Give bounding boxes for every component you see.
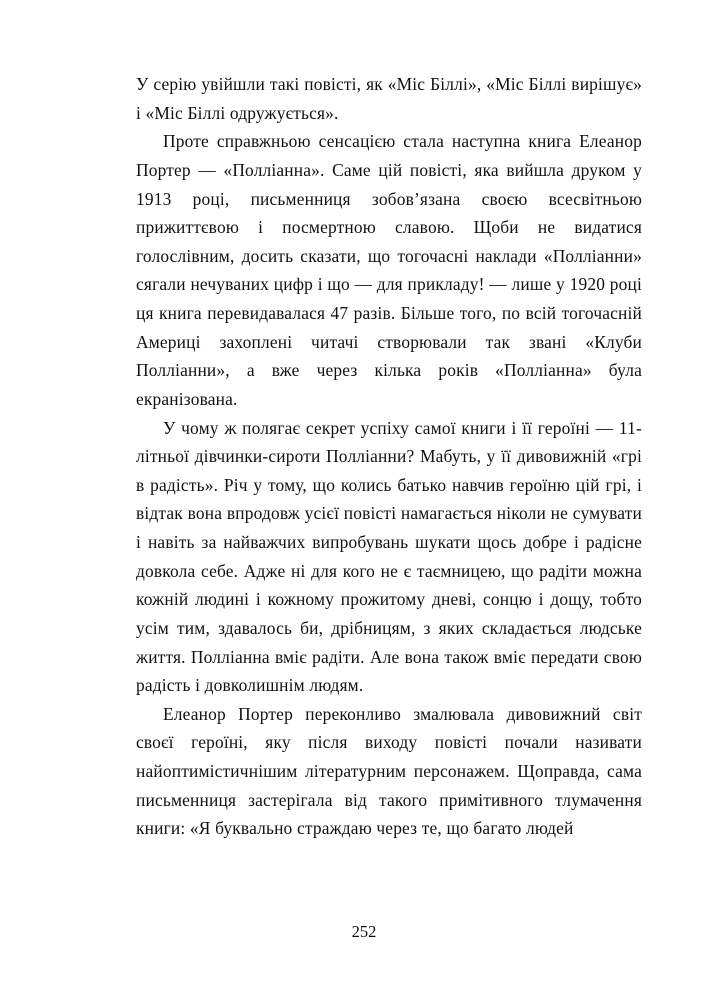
page-body-text — [136, 70, 642, 843]
page-number: 252 — [351, 922, 377, 941]
paragraph: У серію увійшли такі повісті, як «Міс Біллі», «Міс Біллі вирішує» і «Міс Біллі одружується». — [136, 74, 642, 123]
paragraph: У чому ж полягає секрет успіху самої книги і її героїні — 11-літньої дівчинки-сироти Полліанни? Мабуть, у її дивовижній «грі в радість». Річ у тому, що колись батько навчив героїню цій грі, і відтак вона впродовж усієї повісті намагається ніколи не сумувати і навіть за найважчих випробувань шукати щось добре і радісне довкола себе. Адже ні для кого не є таємницею, що радіти можна кожній людині і кожному прожитому дневі, сонцю і дощу, тобто усім тим, здавалось би, дрібницям, з яких складається людське життя. Полліанна вміє радіти. Але вона також вміє передати свою радість і довколишнім людям. — [136, 417, 642, 696]
paragraph: Елеанор Портер переконливо змалювала дивовижний світ своєї героїні, яку після виходу повісті почали називати найоптимістичнішим літературним персонажем. Щоправда, сама письменниця застерігала від такого примітивного тлумачення книги: «Я буквально страждаю через те, що багато людей — [136, 703, 642, 839]
paragraph: Проте справжньою сенсацією стала наступна книга Елеанор Портер — «Полліанна». Саме цій повісті, яка вийшла друком у 1913 році, письменниця зобов’язана своєю всесвітньою прижиттєвою і посмертною славою. Щоби не видатися голослівним, досить сказати, що тогочасні наклади «Полліанни» сягали нечуваних цифр і що — для прикладу! — лише у 1920 році ця книга перевидавалася 47 разів. Більше того, по всій тогочасній Америці захоплені читачі створювали так звані «Клуби Полліанни», а вже через кілька років «Полліанна» була екранізована. — [136, 131, 642, 409]
